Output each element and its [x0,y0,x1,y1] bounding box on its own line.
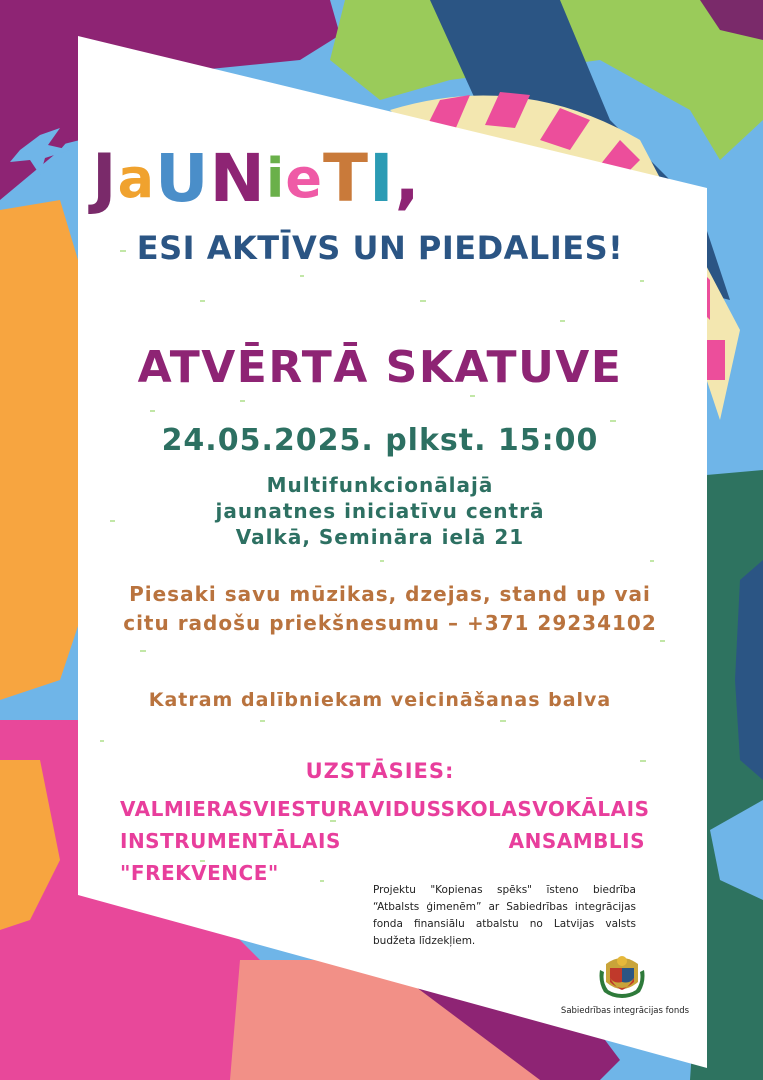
performers-line-2: INSTRUMENTĀLAIS ANSAMBLIS "FREKVENCE" [120,829,645,885]
title-letter: e [285,147,322,210]
performer-word: VOKĀLAIS [532,797,650,821]
venue-block [130,472,630,550]
performer-word: VIDUSSKOLAS [368,797,533,821]
title-letter: U [155,140,209,217]
performers-heading: UZSTĀSIES: [305,759,455,783]
fund-label: Sabiedrības integrācijas fonds [560,1006,690,1016]
performer-word: VIESTURA [253,797,369,821]
performers-list [120,793,650,889]
title-jaunieti [92,132,421,217]
latvia-coat-of-arms-icon [596,952,648,1002]
venue-line: Multifunkcionālajā [266,473,494,497]
performers-line-1 [120,793,650,825]
performer-word: VALMIERAS [120,797,254,821]
venue-line: Valkā, Semināra ielā 21 [235,525,525,549]
title-letter: T [323,140,369,217]
event-heading: ATVĒRTĀ SKATUVE [137,342,623,393]
title-letter: , [394,140,420,217]
project-credit: Projektu "Kopienas spēks" īsteno biedrība “Atbalsts ģimenēm” ar Sabiedrības integrācijas fonda finansiālu atbalstu no Latvijas valsts budžeta līdzekļiem. [373,884,636,947]
apply-text: Piesaki savu mūzikas, dzejas, stand up vai citu radošu priekšnesumu – +371 29234102 [123,582,657,635]
title-letter: N [209,140,265,217]
subtitle: ESI AKTĪVS UN PIEDALIES! [136,229,624,267]
title-letter: i [265,147,285,210]
title-letter: I [369,140,394,217]
title-letter: a [117,147,155,210]
venue-line: jaunatnes iniciatīvu centrā [215,499,545,523]
prize-text: Katram dalībniekam veicināšanas balva [148,689,612,711]
title-letter: J [92,140,117,217]
event-date: 24.05.2025. plkst. 15:00 [161,423,599,458]
